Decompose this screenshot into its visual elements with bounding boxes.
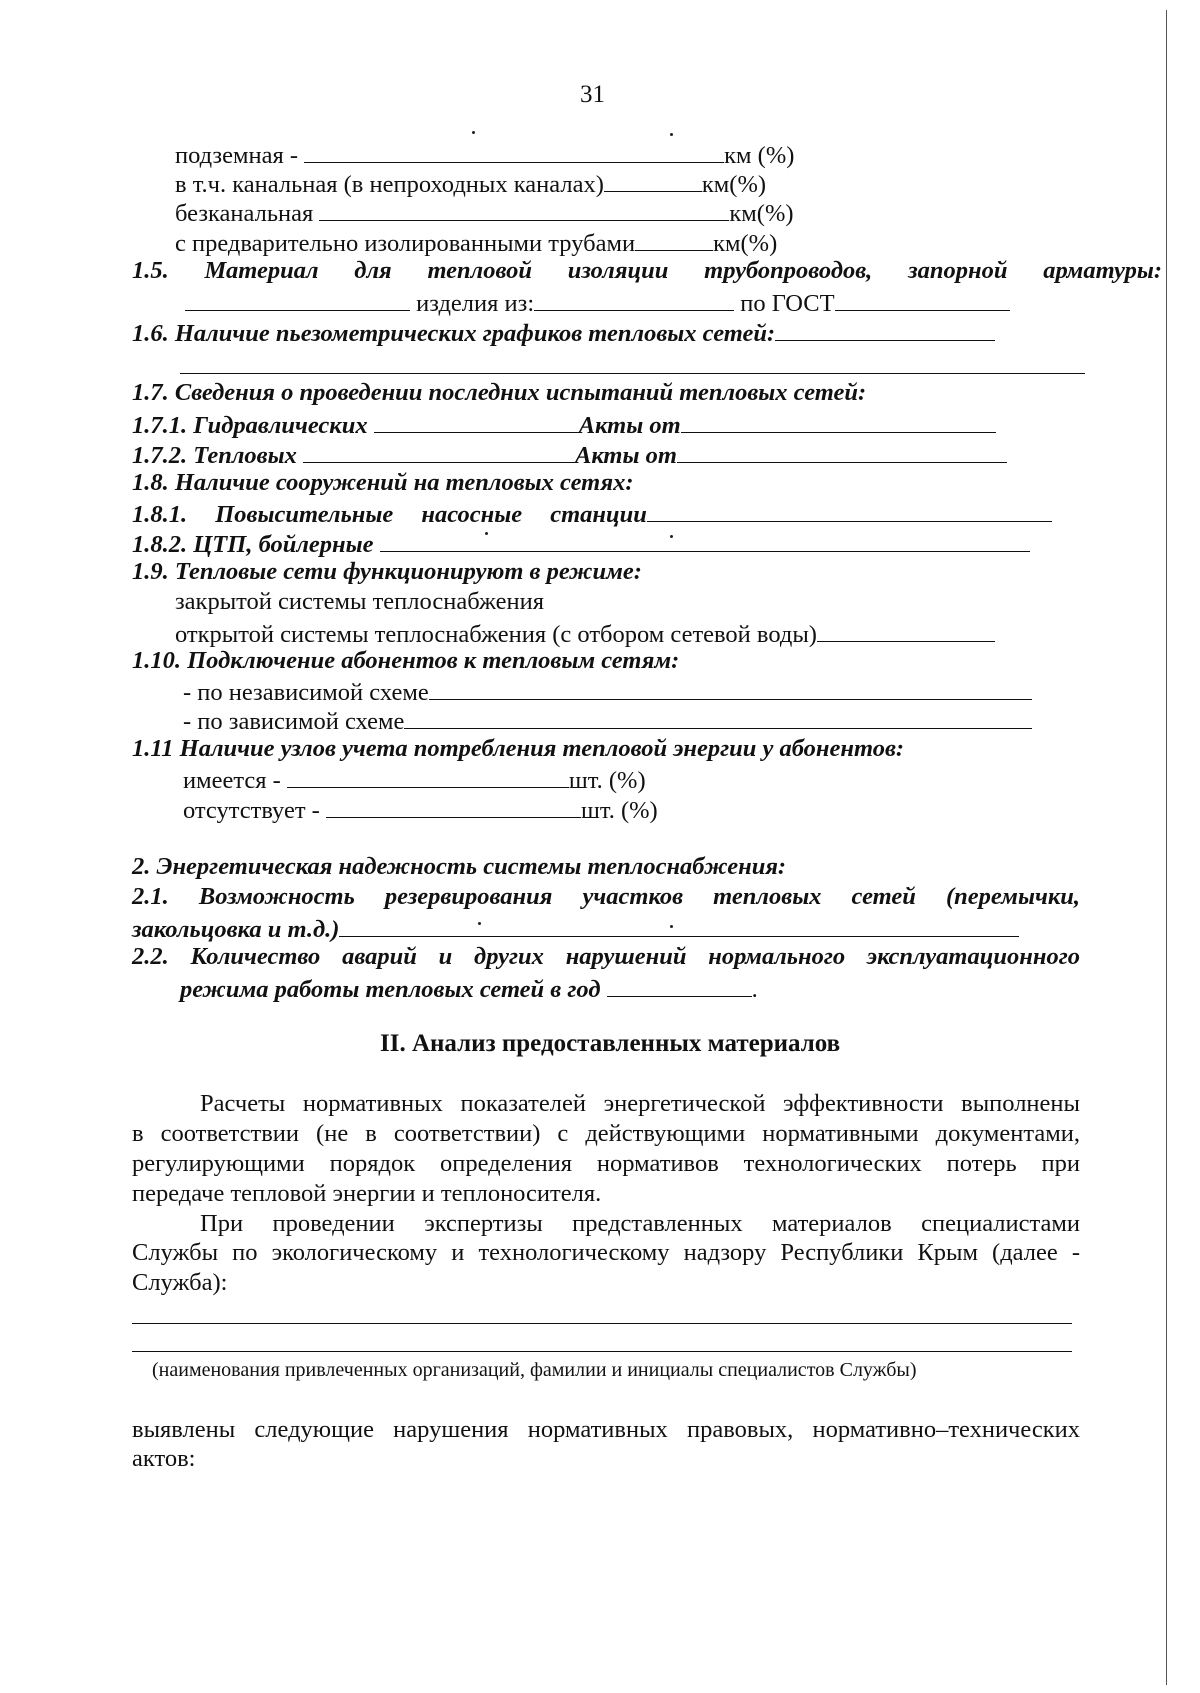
channelless-blank[interactable]	[319, 196, 729, 221]
scan-speck	[478, 922, 481, 925]
preinsulated-label: с предварительно изолированными трубами	[175, 230, 636, 257]
channel-blank[interactable]	[604, 167, 702, 192]
para3-line1: выявлены следующие нарушения нормативных правовых, нормативно–технических	[132, 1416, 1080, 1443]
section-2-2-heading: 2.2. Количество аварий и других нарушений нормального эксплуатационного	[132, 943, 1080, 970]
thermal-acts-date-blank[interactable]	[677, 438, 1007, 463]
accidents-per-year-end: .	[751, 976, 758, 1003]
preinsulated-blank[interactable]	[635, 226, 713, 251]
hydraulic-test-blank[interactable]	[374, 408, 579, 433]
meters-absent-line	[183, 793, 658, 826]
open-system-blank[interactable]	[817, 617, 995, 642]
meters-present-unit: шт. (%)	[568, 767, 646, 794]
scan-speck	[670, 925, 673, 928]
underground-blank[interactable]	[304, 138, 724, 163]
section-2-2-cont-label: режима работы тепловых сетей в год	[180, 976, 601, 1003]
preinsulated-unit: км(%)	[713, 230, 778, 257]
section-1-6-line	[132, 316, 995, 349]
section-1-7-2-label: 1.7.2. Тепловых	[132, 442, 297, 469]
section-ii-heading: II. Анализ предоставленных материалов	[380, 1030, 841, 1057]
section-1-7-2-line	[132, 438, 1007, 471]
meters-absent-label: отсутствует -	[183, 797, 320, 824]
closed-system-label: закрытой системы теплоснабжения	[175, 588, 545, 615]
para2-line1: При проведении экспертизы представленных материалов специалистами	[200, 1210, 1080, 1237]
para2-line3: Служба):	[132, 1269, 228, 1296]
section-2-1-cont-label: закольцовка и т.д.)	[132, 916, 340, 943]
para2-line2: Службы по экологическому и технологическому надзору Республики Крым (далее -	[132, 1239, 1080, 1266]
section-1-9-heading: 1.9. Тепловые сети функционируют в режиме:	[132, 558, 642, 585]
channel-unit: км(%)	[701, 171, 767, 198]
para1-line3: регулирующими порядок определения нормативов технологических потерь при	[132, 1150, 1080, 1177]
dependent-scheme-line	[183, 704, 1032, 737]
meters-present-line	[183, 763, 646, 796]
section-1-7-1-line	[132, 408, 996, 441]
para1-line2: в соответствии (не в соответствии) с действующими нормативными документами,	[132, 1120, 1080, 1147]
specialists-blank-line-2[interactable]	[132, 1351, 1072, 1352]
para1-line4: передаче тепловой энергии и теплоносителя.	[132, 1180, 602, 1207]
section-1-11-heading: 1.11 Наличие узлов учета потребления тепловой энергии у абонентов:	[132, 735, 905, 762]
section-1-8-2-line	[132, 527, 1030, 560]
meters-present-blank[interactable]	[287, 763, 569, 788]
dependent-scheme-label: - по зависимой схеме	[183, 708, 405, 735]
section-1-8-2-label: 1.8.2. ЦТП, бойлерные	[132, 531, 374, 558]
section-2-heading: 2. Энергетическая надежность системы теплоснабжения:	[132, 853, 787, 880]
para1-line1: Расчеты нормативных показателей энергетической эффективности выполнены	[200, 1090, 1080, 1117]
items-from-label: изделия из:	[416, 290, 535, 317]
scan-speck	[472, 131, 475, 134]
scan-speck	[670, 535, 673, 538]
channelless-line	[175, 196, 794, 229]
channel-label: в т.ч. канальная (в непроходных каналах)	[175, 171, 604, 198]
insulation-material-blank[interactable]	[185, 286, 410, 311]
open-system-label: открытой системы теплоснабжения (с отбором сетевой воды)	[175, 621, 817, 648]
page-number: 31	[580, 81, 605, 108]
meters-absent-unit: шт. (%)	[580, 797, 658, 824]
pump-stations-blank[interactable]	[647, 497, 1052, 522]
underground-label: подземная -	[175, 142, 299, 169]
thermal-test-blank[interactable]	[303, 438, 575, 463]
acts-from-label-2: Акты от	[574, 442, 677, 469]
specialists-blank-line-1[interactable]	[132, 1323, 1072, 1324]
section-1-8-heading: 1.8. Наличие сооружений на тепловых сетях:	[132, 469, 634, 496]
gost-blank[interactable]	[835, 286, 1010, 311]
channelless-unit: км(%)	[729, 200, 794, 227]
preinsulated-line	[175, 226, 777, 259]
scan-edge-line	[1166, 10, 1167, 1685]
piezometric-blank-line-2[interactable]	[180, 373, 1085, 374]
section-2-1-cont-line	[132, 912, 1019, 945]
scan-speck	[485, 532, 488, 535]
meters-present-label: имеется -	[183, 767, 281, 794]
independent-scheme-blank[interactable]	[429, 675, 1032, 700]
section-1-10-heading: 1.10. Подключение абонентов к тепловым сетям:	[132, 647, 680, 674]
gost-label: по ГОСТ	[740, 290, 835, 317]
section-1-5-heading: 1.5. Материал для тепловой изоляции трубопроводов, запорной арматуры:	[132, 257, 1162, 284]
piezometric-blank[interactable]	[775, 316, 995, 341]
section-1-7-1-label: 1.7.1. Гидравлических	[132, 412, 368, 439]
independent-scheme-label: - по независимой схеме	[183, 679, 429, 706]
redundancy-blank[interactable]	[339, 912, 1019, 937]
meters-absent-blank[interactable]	[326, 793, 581, 818]
acts-from-label-1: Акты от	[578, 412, 681, 439]
specialists-caption: (наименования привлеченных организаций, фамилии и инициалы специалистов Службы)	[152, 1359, 917, 1381]
section-2-2-cont-line	[180, 972, 758, 1005]
section-1-8-1-line	[132, 497, 1052, 530]
section-1-6-heading: 1.6. Наличие пьезометрических графиков тепловых сетей:	[132, 320, 776, 347]
items-from-blank[interactable]	[534, 286, 734, 311]
section-1-8-1-label: 1.8.1. Повысительные насосные станции	[132, 501, 647, 528]
accidents-per-year-blank[interactable]	[607, 972, 752, 997]
scan-speck	[670, 133, 673, 136]
insulation-material-line	[185, 286, 1010, 319]
para3-line2: актов:	[132, 1445, 196, 1472]
underground-unit: км (%)	[724, 142, 795, 169]
hydraulic-acts-date-blank[interactable]	[681, 408, 996, 433]
dependent-scheme-blank[interactable]	[404, 704, 1032, 729]
boiler-houses-blank[interactable]	[380, 527, 1030, 552]
channelless-label: безканальная	[175, 200, 314, 227]
section-2-1-heading: 2.1. Возможность резервирования участков тепловых сетей (перемычки,	[132, 883, 1080, 910]
section-1-7-heading: 1.7. Сведения о проведении последних испытаний тепловых сетей:	[132, 379, 867, 406]
